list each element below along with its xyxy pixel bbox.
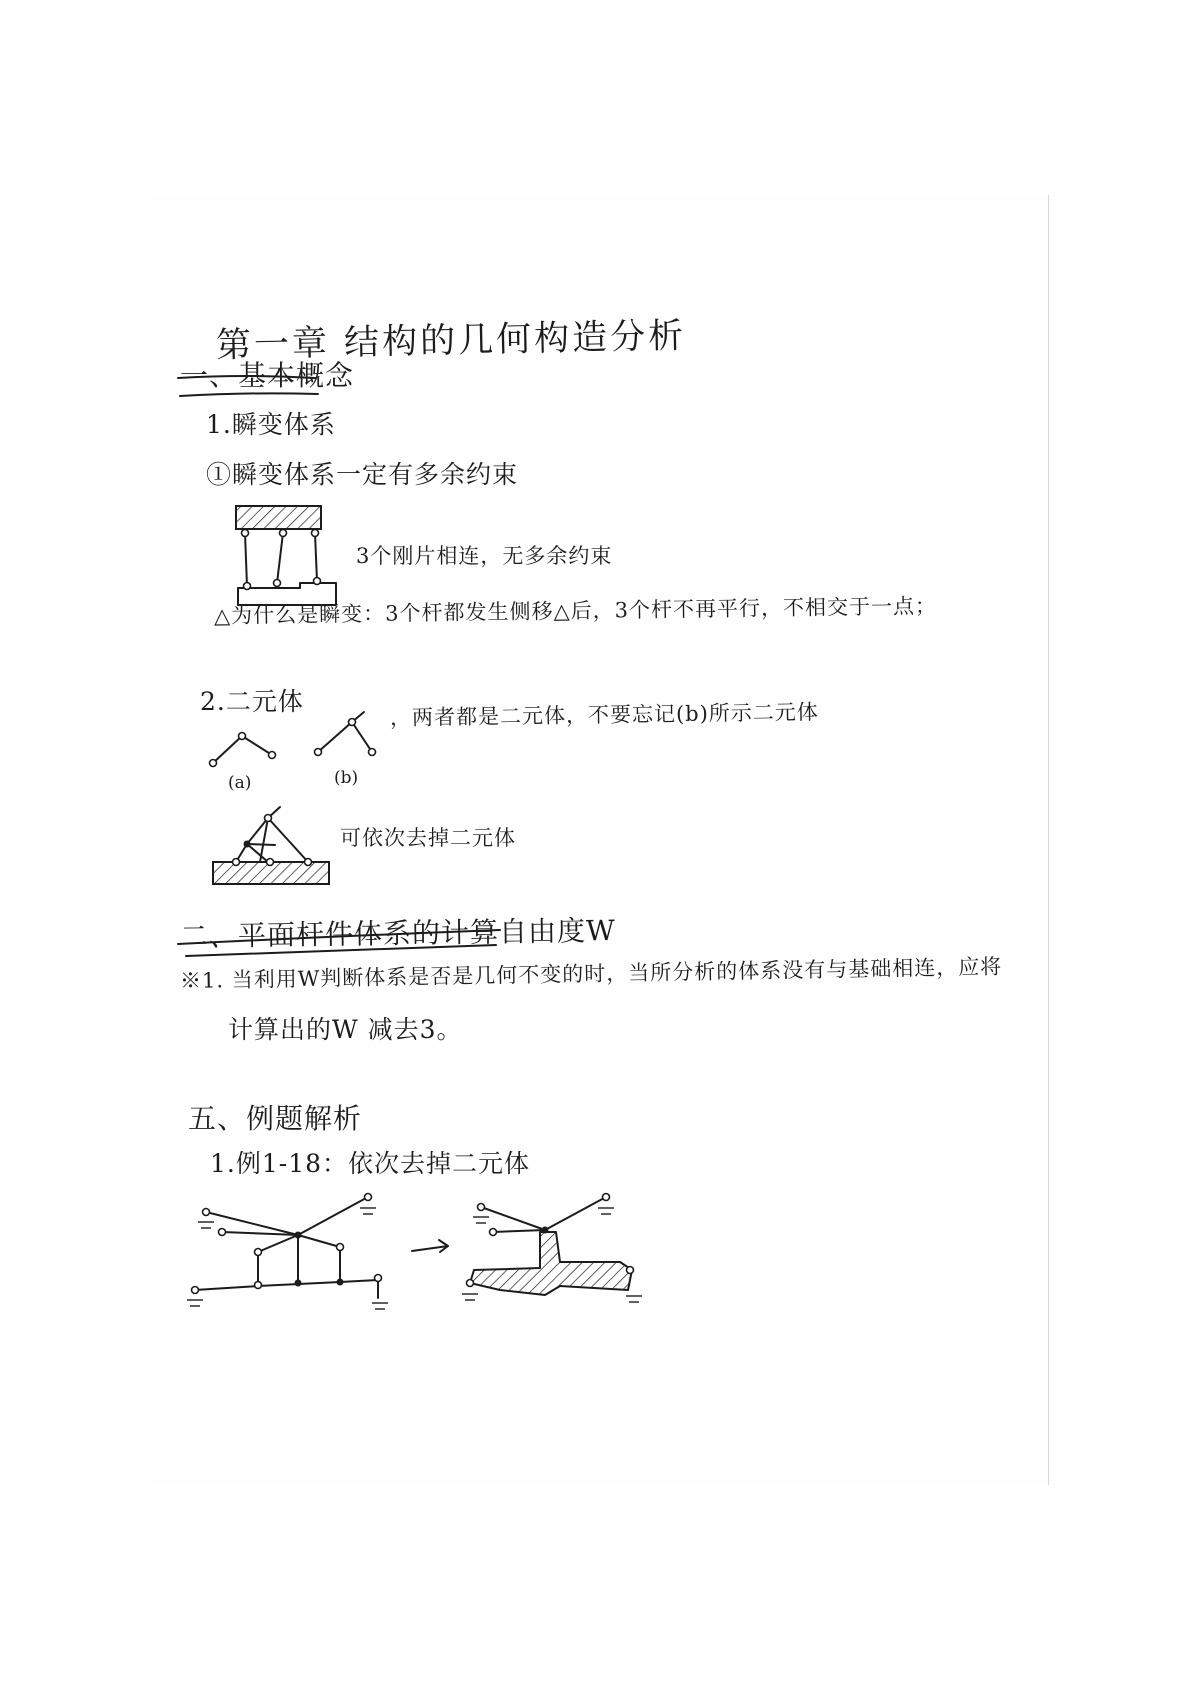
example-diagram-reduced [462,1194,642,1303]
fig3-note: 可依次去掉二元体 [340,826,516,850]
fig2-binary-element-a [210,733,276,767]
section-2-heading: 二、平面杆件体系的计算自由度W [179,913,616,953]
fig1-link-left [242,530,251,590]
fig3-truss-on-ground [213,807,329,884]
fig2-note: ，两者都是二元体，不要忘记(b)所示二元体 [389,700,819,730]
example-diagram-original [187,1194,388,1310]
fig1-explanation: △为什么是瞬变：3个杆都发生侧移△后，3个杆不再平行，不相交于一点； [213,593,938,628]
fig1-bottom-body [238,583,336,605]
section-5-heading: 五、例题解析 [188,1102,363,1135]
fig1-link-middle [274,530,287,587]
fig1-instantaneous-system [236,506,336,605]
section-1-heading: 一、基本概念 [180,359,355,392]
example-label: 1.例1-18：依次去掉二元体 [210,1149,531,1178]
section-2-note-line-1: ※1. 当利用W判断体系是否是几何不变的时，当所分析的体系没有与基础相连，应将 [179,954,1003,993]
chapter-title: 第一章 结构的几何构造分析 [215,316,687,366]
item-2-label: 2.二元体 [200,687,304,716]
fig2-label-b: (b) [334,768,359,788]
point-1-text: ①瞬变体系一定有多余约束 [206,460,519,489]
support-hatch [187,1208,388,1309]
reduced-rigid-body [470,1232,632,1295]
fig1-top-body [236,506,321,529]
fig1-link-right [312,530,321,585]
section-2-note-line-2: 计算出的W 减去3。 [228,1015,463,1044]
transform-arrow [412,1240,448,1252]
fig1-note: 3个刚片相连，无多余约束 [356,544,613,568]
fig2-label-a: (a) [228,773,252,793]
fig2-binary-element-b [315,712,376,756]
item-1-label: 1.瞬变体系 [206,410,336,439]
heading-underline-2 [178,930,500,956]
heading-underline-1 [178,376,318,396]
